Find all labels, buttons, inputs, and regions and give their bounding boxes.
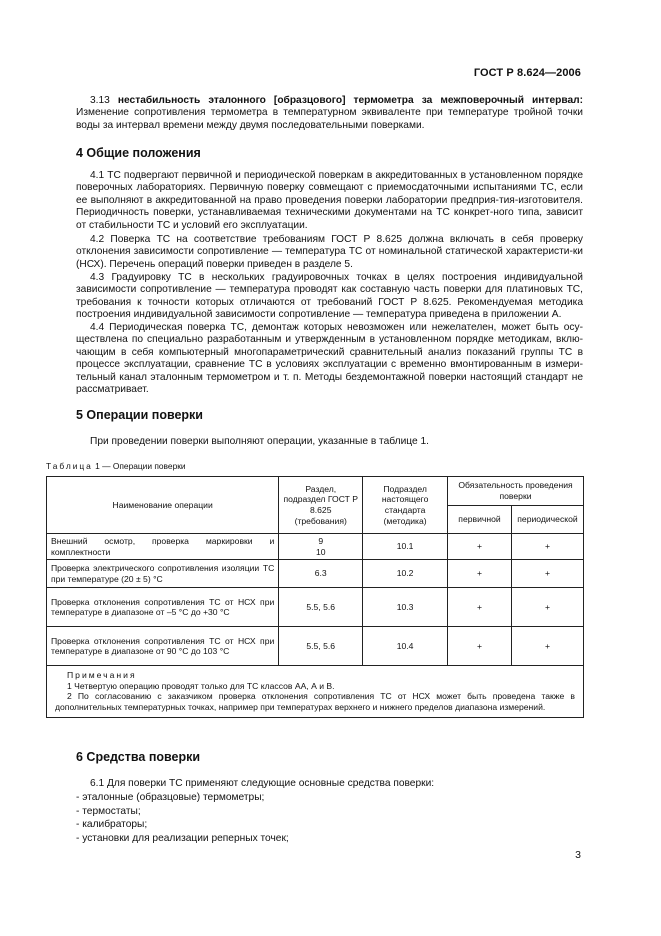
row-primary: +: [448, 534, 512, 560]
row-periodic: +: [511, 588, 583, 627]
row-method: 10.3: [363, 588, 448, 627]
term-definition-text: Изменение сопротивления термометра в температурном эквиваленте при температуре тройной точки воды за интервал времени между двумя последовательными поверками.: [76, 107, 583, 131]
header-method-section: Подраздел настоящего стандарта (методика): [363, 477, 448, 534]
standard-header: ГОСТ Р 8.624—2006: [473, 67, 581, 79]
row-method: 10.1: [363, 534, 448, 560]
table-notes: [47, 666, 584, 717]
row-periodic: +: [511, 627, 583, 666]
header-mandatory: Обязательность проведения поверки: [448, 477, 584, 506]
term-definition-title: нестабильность эталонного [образцового] термометра за межповерочный интервал:: [117, 95, 583, 106]
table-row: [47, 627, 584, 666]
paragraph-4-2: [76, 234, 583, 271]
table-row: [47, 534, 584, 560]
row-periodic: +: [511, 534, 583, 560]
row-method: 10.2: [363, 560, 448, 588]
row-primary: +: [448, 627, 512, 666]
row-section-a: 9: [318, 536, 324, 546]
section-6-heading: 6 Средства поверки: [76, 750, 201, 764]
row-operation-name: Внешний осмотр, проверка маркировки и комплектности: [47, 534, 279, 560]
row-periodic: +: [511, 560, 583, 588]
header-gost-section: Раздел, подраздел ГОСТ Р 8.625 (требования): [279, 477, 363, 534]
table-caption-title: 1 — Операции поверки: [95, 461, 186, 471]
paragraph-6-1: [76, 778, 583, 790]
row-section-b: 10: [315, 546, 326, 557]
paragraph-4-4-text: 4.4 Периодическая поверка ТС, демонтаж которых невозможен или нежелателен, может быть осу-ществлена по специально разработанным и утвержденным в установленном порядке методикам, вклю-чающим в себя компьютерный многопараметрический сравнительный анализ показаний группы ТС в процессе эксплуатации, сравнение ТС в условиях эксплуатации с временно вмонтированным в измери-тельный канал эталонным термометром и т. п. Методы бездемонтажной поверки настоящий стандарт не рассматривает.: [76, 322, 583, 396]
notes-title: Примечания: [67, 670, 137, 681]
header-operation-name: Наименование операции: [47, 477, 279, 534]
page-number: 3: [575, 849, 581, 861]
table-1-caption: [46, 461, 186, 471]
row-method: 10.4: [363, 627, 448, 666]
paragraph-4-1-text: 4.1 ТС подвергают первичной и периодической поверкам в аккредитованных в установленном порядке поверочных лабораториях. Первичную поверку совмещают с приемосдаточными испытаниями ТС, если ее выполняют в аккредитованной на право проведения поверки лаборатории предприя-тия-изготовителя. Периодичность поверки, устанавливаемая техническими документами на ТС конкрет-ного типа, зависит от стабильности ТС и условий его эксплуатации.: [76, 170, 583, 231]
note-1: 1 Четвертую операцию проводят только для ТС классов АА, А и В.: [67, 680, 335, 691]
table-caption-label: Таблица: [46, 461, 93, 471]
list-item: - установки для реализации реперных точек;: [76, 832, 289, 844]
section-5-heading: 5 Операции поверки: [76, 408, 203, 422]
operations-table: [46, 476, 584, 718]
paragraph-4-2-text: 4.2 Поверка ТС на соответствие требованиям ГОСТ Р 8.625 должна включать в себя проверку отклонения зависимости сопротивление — температура ТС от номинальной статической характеристи-ки (НСХ). Перечень операций поверки приведен в разделе 5.: [76, 234, 583, 270]
note-2: 2 По согласованию с заказчиком проверка отклонения сопротивления ТС от НСХ может быть проведена также в дополнительных температурных точках, например при температурах верхнего и нижнего пределов диапазона измерений.: [55, 691, 575, 712]
table-notes-row: [47, 666, 584, 717]
row-section: 5.5, 5.6: [279, 627, 363, 666]
section-4-heading: 4 Общие положения: [76, 146, 201, 160]
row-operation-name: Проверка отклонения сопротивления ТС от НСХ при температуре в диапазоне от 90 °С до 103 °С: [47, 627, 279, 666]
paragraph-3-13: [76, 95, 583, 132]
section-5-intro: [76, 436, 583, 448]
paragraph-4-3: [76, 272, 583, 322]
row-operation-name: Проверка отклонения сопротивления ТС от НСХ при температуре в диапазоне от –5 °С до +30 °С: [47, 588, 279, 627]
table-row: [47, 560, 584, 588]
equipment-list: [76, 791, 583, 845]
row-primary: +: [448, 560, 512, 588]
row-section: [279, 534, 363, 560]
row-section: 5.5, 5.6: [279, 588, 363, 627]
note-2-wrap: [55, 691, 575, 712]
row-operation-name: Проверка электрического сопротивления изоляции ТС при температуре (20 ± 5) °С: [47, 560, 279, 588]
row-section: 6.3: [279, 560, 363, 588]
paragraph-4-4: [76, 322, 583, 396]
list-item: - эталонные (образцовые) термометры;: [76, 792, 265, 803]
row-primary: +: [448, 588, 512, 627]
table-row: [47, 588, 584, 627]
paragraph-4-1: [76, 170, 583, 232]
paragraph-4-3-text: 4.3 Градуировку ТС в нескольких градуировочных точках в целях построения индивидуальной зависимости сопротивление — температура проводят как составную часть поверки для платиновых ТС, требования к точности которых отличаются от требований ГОСТ Р 8.625. Рекомендуемая методика построения индивидуальной зависимости сопротивление — температура приведена в приложении А.: [76, 272, 583, 321]
section-5-intro-text: При проведении поверки выполняют операции, указанные в таблице 1.: [90, 436, 430, 447]
list-item: - калибраторы;: [76, 819, 148, 830]
list-item: - термостаты;: [76, 805, 141, 817]
header-periodic: периодической: [511, 506, 583, 534]
header-primary: первичной: [448, 506, 512, 534]
para-number: 3.13: [90, 95, 110, 106]
paragraph-6-1-text: 6.1 Для поверки ТС применяют следующие основные средства поверки:: [90, 778, 435, 789]
